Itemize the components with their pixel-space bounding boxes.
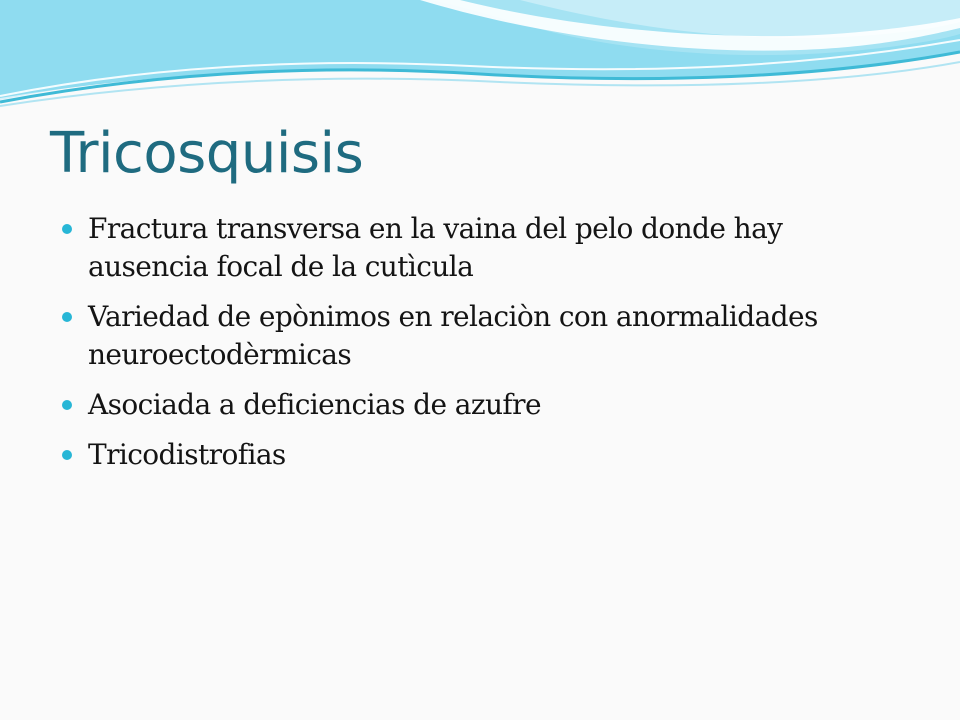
bullet-item bbox=[62, 298, 922, 374]
header-wave-decoration bbox=[0, 0, 960, 120]
bullet-item bbox=[62, 386, 922, 424]
bullet-item bbox=[62, 436, 922, 474]
bullet-dot-icon bbox=[62, 224, 72, 234]
bullet-text-line: neuroectodèrmicas bbox=[88, 338, 352, 371]
bullet-list bbox=[62, 210, 922, 486]
bullet-text-line: ausencia focal de la cutìcula bbox=[88, 250, 474, 283]
bullet-text-line: Asociada a deficiencias de azufre bbox=[88, 388, 541, 421]
bullet-text-line: Fractura transversa en la vaina del pelo donde hay bbox=[88, 212, 783, 245]
bullet-text-line: Variedad de epònimos en relaciòn con anormalidades bbox=[88, 300, 818, 333]
bullet-item bbox=[62, 210, 922, 286]
slide-title: Tricosquisis bbox=[50, 121, 364, 186]
bullet-text-line: Tricodistrofias bbox=[88, 438, 286, 471]
bullet-dot-icon bbox=[62, 400, 72, 410]
bullet-dot-icon bbox=[62, 312, 72, 322]
bullet-dot-icon bbox=[62, 450, 72, 460]
